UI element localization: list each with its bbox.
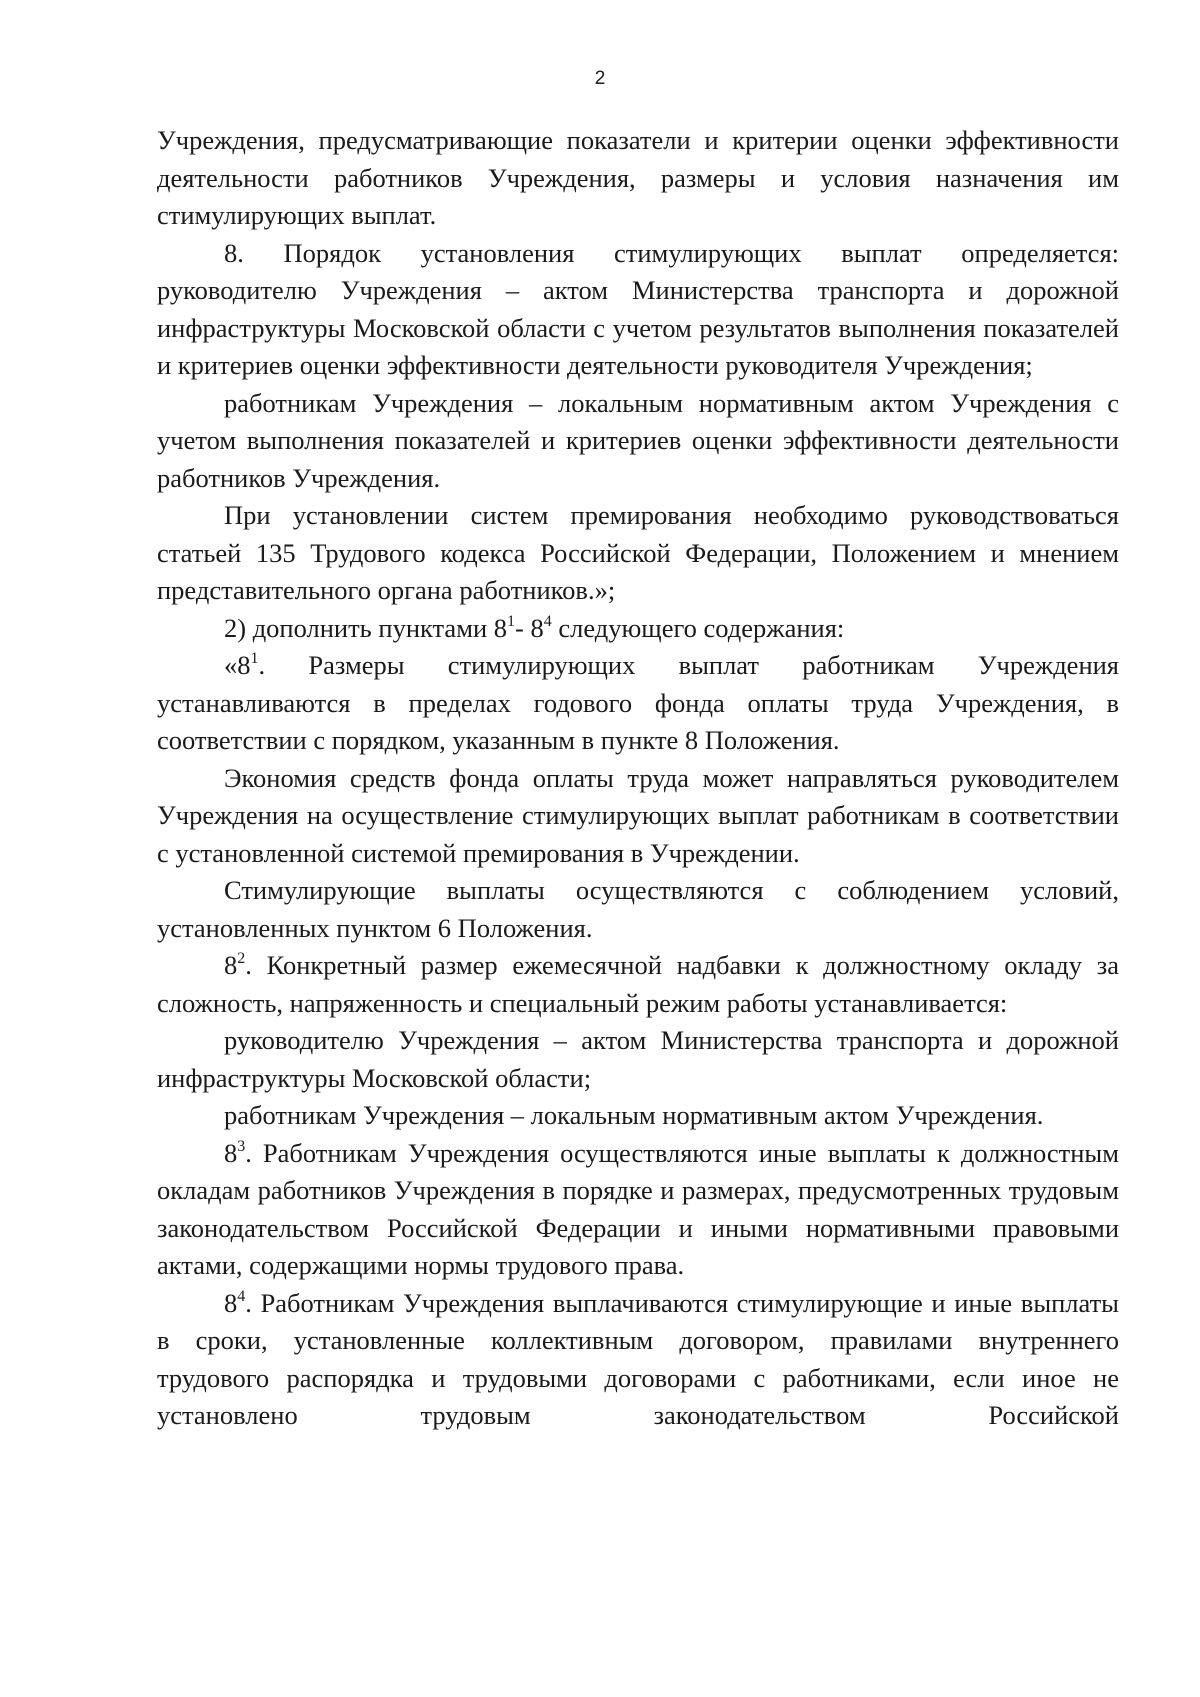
text-run: 8 — [224, 950, 238, 980]
paragraph-item-8-4 — [157, 1285, 1119, 1435]
paragraph-employees-act: работникам Учреждения – локальным нормативным актом Учреждения с учетом выполнения показателей и критериев оценки эффективности деятельности работников Учреждения. — [157, 387, 1119, 493]
paragraph-head-ministry-act: руководителю Учреждения – актом Министерства транспорта и дорожной инфраструктуры Московской области; — [157, 1025, 1119, 1093]
text-run: «8 — [224, 650, 251, 680]
paragraph-bonus-systems: При установлении систем премирования необходимо руководствоваться статьей 135 Трудового кодекса Российской Федерации, Положением и мнением представительного органа работников.»; — [157, 500, 1119, 605]
paragraph-amendment-2 — [157, 610, 1119, 648]
paragraph-conditions: Стимулирующие выплаты осуществляются с соблюдением условий, установленных пунктом 6 Положения. — [157, 875, 1119, 943]
text-run: 8 — [224, 1137, 238, 1168]
text-run: . Работникам Учреждения осуществляются иные выплаты к должностным окладам работников Учреждения в порядке и размерах, предусмотренных трудовым законодательством Российской Федерации и иными нормативными правовыми актами, содержащими нормы трудового права. — [157, 1137, 1119, 1280]
text-run: 8 — [224, 1287, 238, 1318]
paragraph-savings: Экономия средств фонда оплаты труда может направляться руководителем Учреждения на осуществление стимулирующих выплат работникам в соответствии с установленной системой премирования в Учреждении. — [157, 762, 1119, 868]
paragraph-item-8: 8. Порядок установления стимулирующих выплат определяется: руководителю Учреждения – актом Министерства транспорта и дорожной инфраструктуры Московской области с учетом результатов выполнения показателей и критериев оценки эффективности деятельности руководителя Учреждения; — [157, 237, 1119, 380]
text-run: . Работникам Учреждения выплачиваются стимулирующие и иные выплаты в сроки, установленные коллективным договором, правилами внутреннего трудового распорядка и трудовыми договорами с работниками, если иное не установлено трудовым законодательством Российской — [157, 1287, 1119, 1430]
superscript: 1 — [250, 650, 259, 667]
paragraph-item-8-1 — [157, 647, 1119, 760]
document-body — [157, 122, 1119, 1435]
superscript: 3 — [237, 1137, 246, 1155]
paragraph-item-8-3 — [157, 1135, 1119, 1285]
superscript: 4 — [237, 1287, 246, 1305]
superscript: 4 — [543, 612, 552, 630]
text-run: . Конкретный размер ежемесячной надбавки к должностному окладу за сложность, напряженность и специальный режим работы устанавливается: — [157, 950, 1119, 1018]
paragraph-item-8-2 — [157, 947, 1119, 1022]
superscript: 2 — [237, 950, 246, 967]
page-number: 2 — [594, 68, 606, 89]
text-run: - 8 — [515, 612, 544, 643]
paragraph-continuation: Учреждения, предусматривающие показатели и критерии оценки эффективности деятельности работников Учреждения, размеры и условия назначения им стимулирующих выплат. — [157, 125, 1119, 230]
text-run: . Размеры стимулирующих выплат работникам Учреждения устанавливаются в пределах годового фонда оплаты труда Учреждения, в соответствии с порядком, указанным в пункте 8 Положения. — [157, 650, 1119, 755]
paragraph-employees-local-act: работникам Учреждения – локальным нормативным актом Учреждения. — [224, 1100, 1044, 1130]
superscript: 1 — [507, 612, 516, 630]
text-run: 2) дополнить пунктами 8 — [224, 612, 508, 643]
text-run: следующего содержания: — [551, 612, 845, 643]
